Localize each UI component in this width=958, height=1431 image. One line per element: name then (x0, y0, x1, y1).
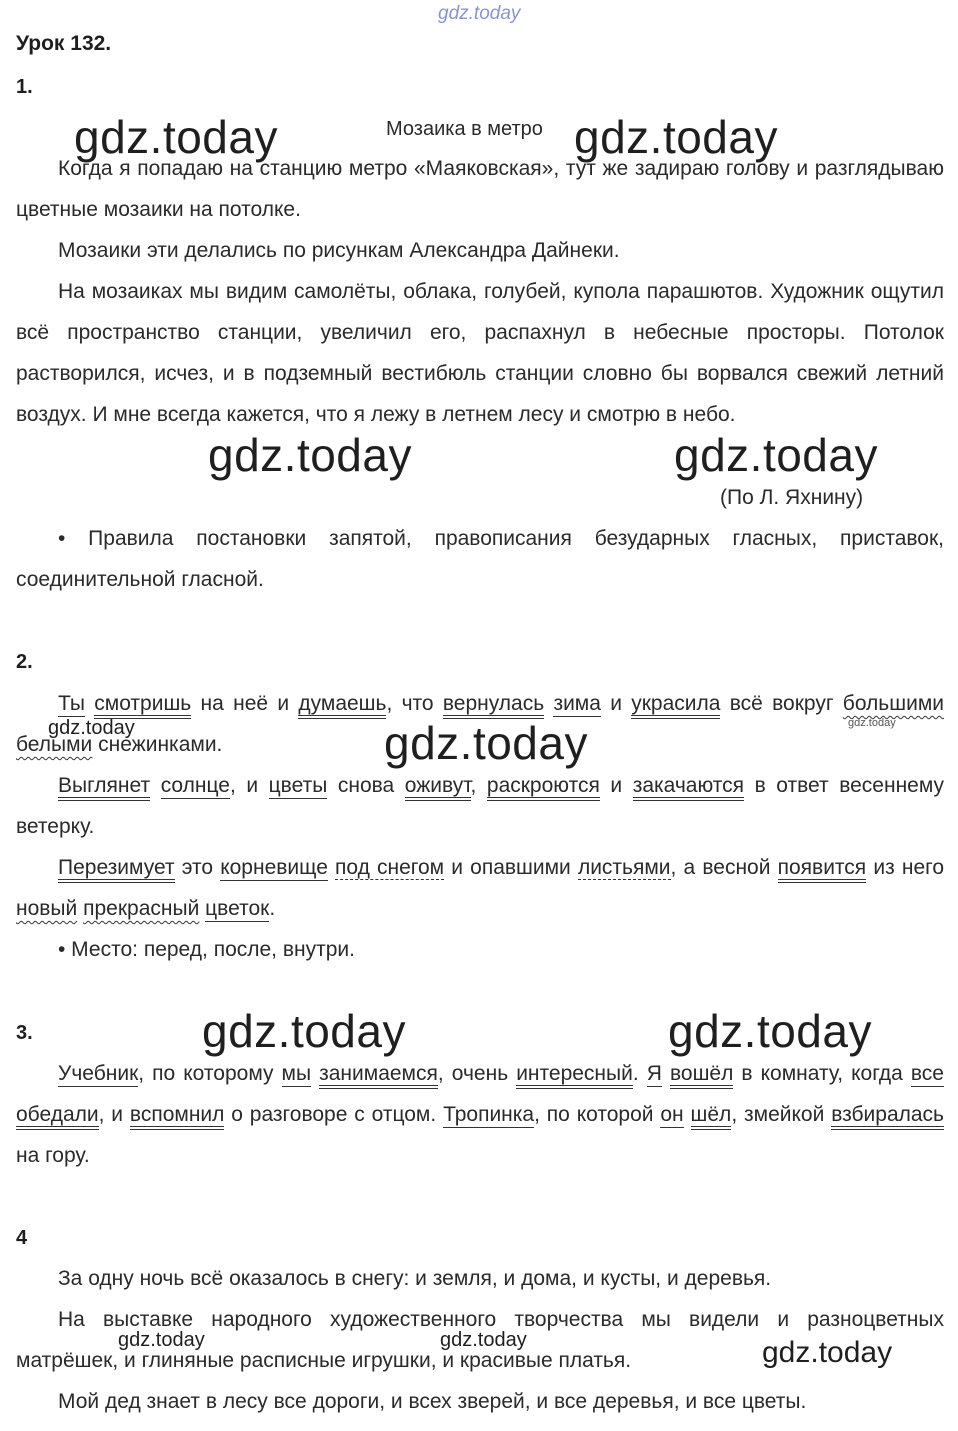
subject: Я (646, 1062, 662, 1085)
watermark: gdz.today (202, 1005, 406, 1057)
exercise-2-sentence-2: Выглянет солнце, и цветы снова оживут, раскроются и закачаются в ответ весеннему ветерку. (16, 774, 945, 838)
subject: Тропинка (443, 1103, 535, 1126)
subject: солнце (160, 774, 230, 797)
watermark: gdz.today (384, 717, 588, 769)
exercise-4-sentence-3: Мой дед знает в лесу все дороги, и всех зверей, и все деревья, и все цветы. (58, 1390, 807, 1413)
exercise-2-number: 2. (16, 651, 33, 673)
predicate: интересный (516, 1062, 633, 1089)
predicate: украсила (631, 692, 720, 719)
exercise-3-text: Учебник, по которому мы занимаемся, очень интересный. Я вошёл в комнату, когда все обедали, и вспомнил о разговоре с отцом. Тропинка, по которой он шёл, змейкой взбиралась на гору. (16, 1062, 944, 1167)
predicate: смотришь (94, 692, 191, 719)
predicate: оживут (405, 774, 471, 801)
exercise-1-number: 1. (16, 76, 33, 98)
subject: он (660, 1103, 684, 1126)
top-watermark: gdz.today (438, 3, 521, 24)
exercise-4-sentence-2: На выставке народного художественного творчества мы видели и разноцветных матрёшек, и глиняные расписные игрушки, и красивые платья. (16, 1308, 944, 1372)
predicate: взбиралась (831, 1103, 944, 1130)
watermark: gdz.today (574, 111, 778, 163)
predicate: закачаются (633, 774, 744, 801)
watermark: gdz.today (668, 1005, 872, 1057)
predicate: занимаемся (319, 1062, 438, 1089)
attribute: большими (842, 692, 944, 715)
attribute: новый (16, 897, 78, 920)
exercise-1-paragraph-3: На мозаиках мы видим самолёты, облака, голубей, купола парашютов. Художник ощутил всё пространство станции, увеличил его, распахнул в небесные просторы. Потолок растворился, исчез, и в подземный вестибюль станции словно бы ворвался свежий летний воздух. И мне всегда кажется, что я лежу в летнем лесу и смотрю в небо. (16, 280, 944, 426)
predicate: шёл (691, 1103, 732, 1130)
watermark: gdz.today (440, 1329, 527, 1351)
watermark: gdz.today (74, 111, 278, 163)
exercise-1-heading: Мозаика в метро (386, 118, 543, 140)
predicate: раскроются (487, 774, 600, 801)
exercise-1-author: (По Л. Яхнину) (720, 486, 864, 509)
predicate: вспомнил (130, 1103, 225, 1130)
attribute: белыми (16, 733, 93, 756)
watermark: gdz.today (674, 429, 878, 481)
exercise-1-paragraph-1: Когда я попадаю на станцию метро «Маяковская», тут же задираю голову и разглядываю цветные мозаики на потолке. (16, 157, 944, 221)
predicate: Перезимует (58, 856, 175, 883)
watermark: gdz.today (48, 717, 135, 739)
predicate: вернулась (443, 692, 544, 719)
exercise-4-number: 4 (16, 1227, 28, 1249)
subject: зима (553, 692, 601, 715)
exercise-2-place: • Место: перед, после, внутри. (58, 938, 355, 961)
predicate: вошёл (670, 1062, 733, 1089)
subject: мы (281, 1062, 312, 1085)
attribute: прекрасный (83, 897, 200, 920)
predicate: Выглянет (58, 774, 150, 801)
predicate: обедали (16, 1103, 99, 1130)
subject: все (910, 1062, 944, 1085)
adverbial: под снегом (335, 856, 445, 879)
subject: цветок (205, 897, 270, 920)
adverbial: листьями (577, 856, 671, 879)
subject: Учебник (58, 1062, 139, 1085)
subject: корневище (220, 856, 328, 879)
watermark: gdz.today (208, 429, 412, 481)
exercise-1-paragraph-2: Мозаики эти делались по рисункам Александра Дайнеки. (58, 239, 620, 262)
watermark: gdz.today (118, 1329, 205, 1351)
predicate: думаешь (298, 692, 386, 719)
subject: цветы (268, 774, 328, 797)
watermark: gdz.today (762, 1336, 893, 1369)
subject: Ты (58, 692, 85, 715)
watermark: gdz.today (848, 717, 896, 729)
exercise-1-rules: • Правила постановки запятой, правописания безударных гласных, приставок, соединительной гласной. (16, 527, 944, 591)
exercise-2-sentence-1: Ты смотришь на неё и думаешь, что вернулась зима и украсила всё вокруг большими белыми снежинками. (16, 692, 944, 756)
exercise-3-number: 3. (16, 1022, 33, 1044)
exercise-2-sentence-3: Перезимует это корневище под снегом и опавшими листьями, а весной появится из него новый прекрасный цветок. (16, 856, 944, 920)
exercise-4-sentence-1: За одну ночь всё оказалось в снегу: и земля, и дома, и кусты, и деревья. (58, 1267, 772, 1290)
predicate: появится (778, 856, 867, 883)
lesson-title: Урок 132. (16, 32, 112, 55)
